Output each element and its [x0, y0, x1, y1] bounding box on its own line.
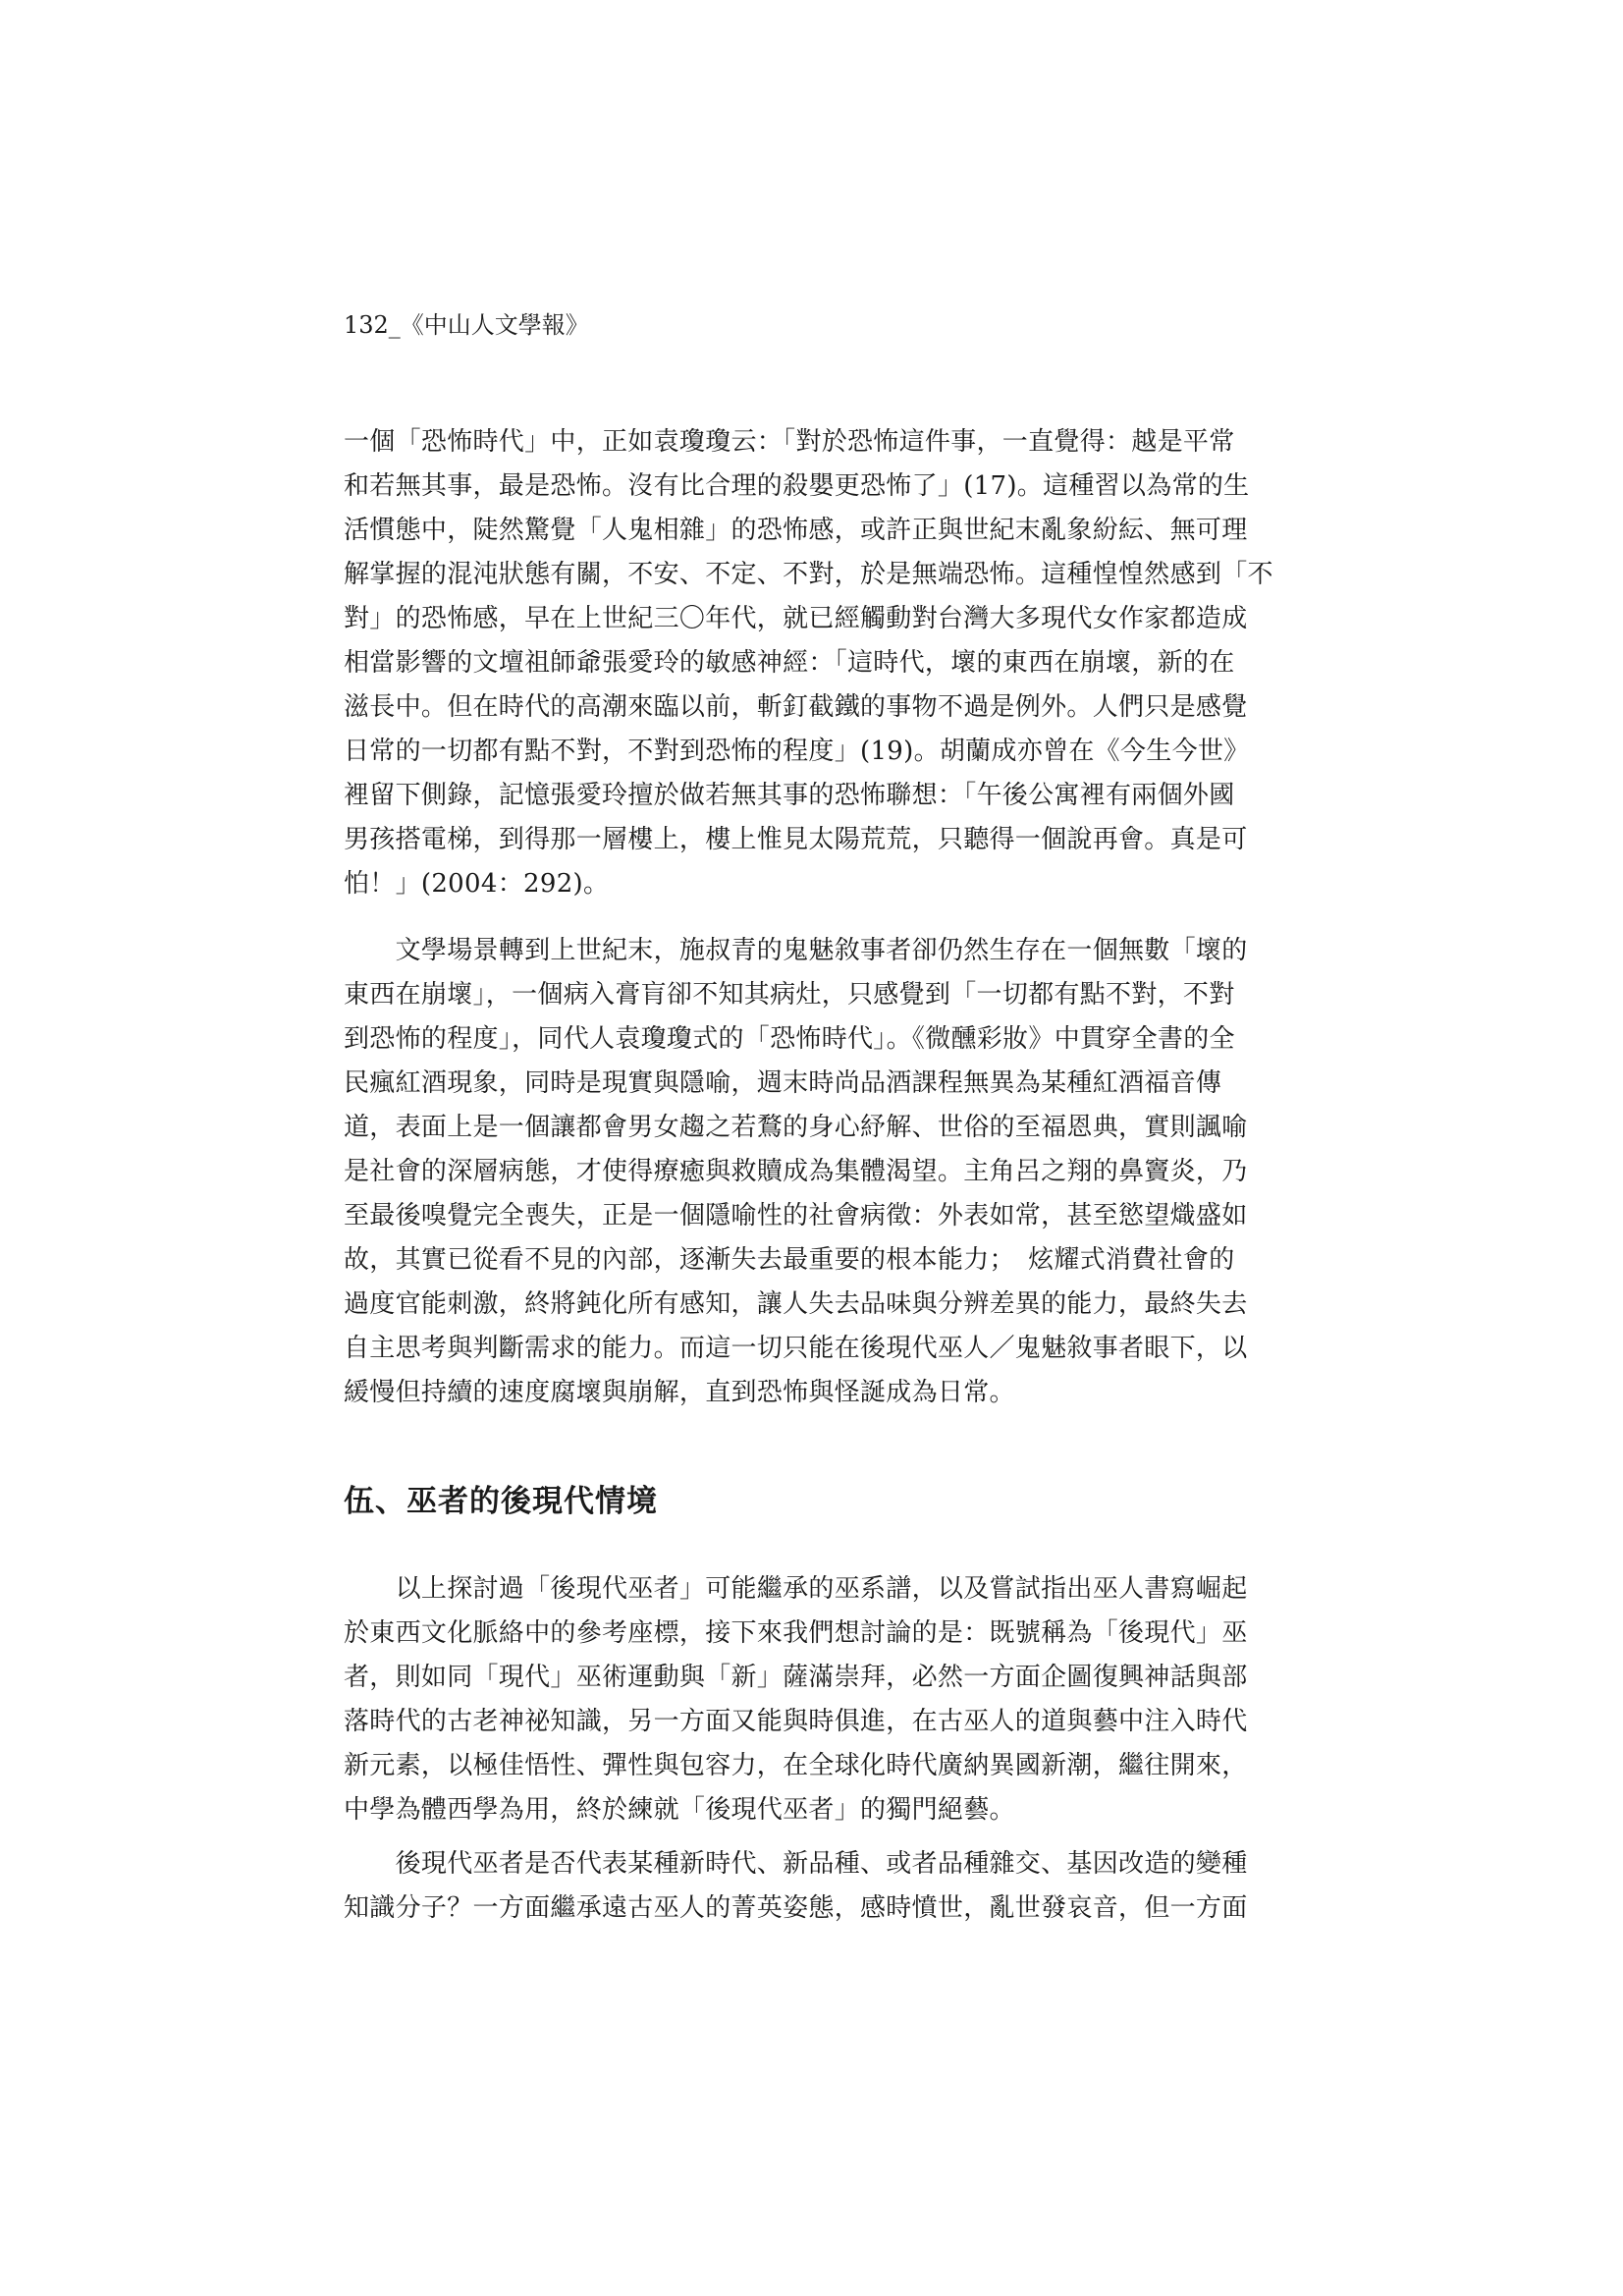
- paragraph: [344, 929, 1298, 1415]
- paragraph: [344, 1842, 1298, 1931]
- text-line: 裡留下側錄，記憶張愛玲擅於做若無其事的恐怖聯想：「午後公寓裡有兩個外國: [344, 781, 1235, 810]
- text-line: 到恐怖的程度」，同代人袁瓊瓊式的「恐怖時代」。《微醺彩妝》中貫穿全書的全: [344, 1024, 1235, 1054]
- text-line: 東西在崩壞」，一個病入膏肓卻不知其病灶，只感覺到「一切都有點不對，不對: [344, 980, 1235, 1010]
- text-line: 文學場景轉到上世紀末，施叔青的鬼魅敘事者卻仍然生存在一個無數「壞的: [344, 936, 1248, 965]
- text-line: 道，表面上是一個讓都會男女趨之若鶩的身心紓解、世俗的至福恩典，實則諷喻: [344, 1113, 1248, 1142]
- paragraph: [344, 1567, 1298, 1832]
- text-line: 日常的一切都有點不對，不對到恐怖的程度」(19)。胡蘭成亦曾在《今生今世》: [344, 737, 1250, 766]
- text-line: 是社會的深層病態，才使得療癒與救贖成為集體渴望。主角呂之翔的鼻竇炎，乃: [344, 1157, 1248, 1186]
- text-line: 者，則如同「現代」巫術運動與「新」薩滿崇拜，必然一方面企圖復興神話與部: [344, 1663, 1248, 1692]
- text-line: 民瘋紅酒現象，同時是現實與隱喻，週末時尚品酒課程無異為某種紅酒福音傳: [344, 1068, 1222, 1098]
- text-line: 以上探討過「後現代巫者」可能繼承的巫系譜，以及嘗試指出巫人書寫崛起: [344, 1574, 1248, 1604]
- text-line: 自主思考與判斷需求的能力。而這一切只能在後現代巫人／鬼魅敘事者眼下，以: [344, 1334, 1248, 1363]
- text-line: 相當影響的文壇祖師爺張愛玲的敏感神經：「這時代，壞的東西在崩壞，新的在: [344, 648, 1235, 678]
- text-line: 過度官能刺激，終將鈍化所有感知，讓人失去品味與分辨差異的能力，最終失去: [344, 1289, 1248, 1319]
- paragraph: [344, 420, 1298, 906]
- text-line: 男孩搭電梯，到得那一層樓上，樓上惟見太陽荒荒，只聽得一個說再會。真是可: [344, 825, 1248, 854]
- text-line: 對」的恐怖感，早在上世紀三〇年代，就已經觸動對台灣大多現代女作家都造成: [344, 604, 1248, 633]
- text-line: 中學為體西學為用，終於練就「後現代巫者」的獨門絕藝。: [344, 1795, 1015, 1825]
- text-line: 新元素，以極佳悟性、彈性與包容力，在全球化時代廣納異國新潮，繼往開來，: [344, 1751, 1248, 1780]
- section-heading: 伍、巫者的後現代情境: [344, 1484, 658, 1519]
- text-line: 知識分子？一方面繼承遠古巫人的菁英姿態，感時憤世，亂世發哀音，但一方面: [344, 1893, 1248, 1923]
- text-line: 滋長中。但在時代的高潮來臨以前，斬釘截鐵的事物不過是例外。人們只是感覺: [344, 692, 1248, 722]
- text-line: 於東西文化脈絡中的參考座標，接下來我們想討論的是：既號稱為「後現代」巫: [344, 1618, 1248, 1648]
- text-line: 和若無其事，最是恐怖。沒有比合理的殺嬰更恐怖了」(17)。這種習以為常的生: [344, 471, 1250, 501]
- text-line: 後現代巫者是否代表某種新時代、新品種、或者品種雜交、基因改造的變種: [344, 1849, 1248, 1879]
- text-line: 解掌握的混沌狀態有關，不安、不定、不對，於是無端恐怖。這種惶惶然感到「不: [344, 560, 1273, 589]
- text-line: 至最後嗅覺完全喪失，正是一個隱喻性的社會病徵：外表如常，甚至慾望熾盛如: [344, 1201, 1248, 1230]
- running-header: 132_《中山人文學報》: [344, 311, 589, 339]
- text-line: 怕！」(2004：292)。: [344, 869, 610, 899]
- text-line: 緩慢但持續的速度腐壞與崩解，直到恐怖與怪誕成為日常。: [344, 1378, 1015, 1407]
- text-line: 落時代的古老神祕知識，另一方面又能與時俱進，在古巫人的道與藝中注入時代: [344, 1707, 1248, 1736]
- text-line: 一個「恐怖時代」中，正如袁瓊瓊云：「對於恐怖這件事，一直覺得：越是平常: [344, 427, 1235, 457]
- text-line: 故，其實已從看不見的內部，逐漸失去最重要的根本能力； 炫耀式消費社會的: [344, 1245, 1235, 1275]
- text-line: 活慣態中，陡然驚覺「人鬼相雜」的恐怖感，或許正與世紀末亂象紛紜、無可理: [344, 516, 1248, 545]
